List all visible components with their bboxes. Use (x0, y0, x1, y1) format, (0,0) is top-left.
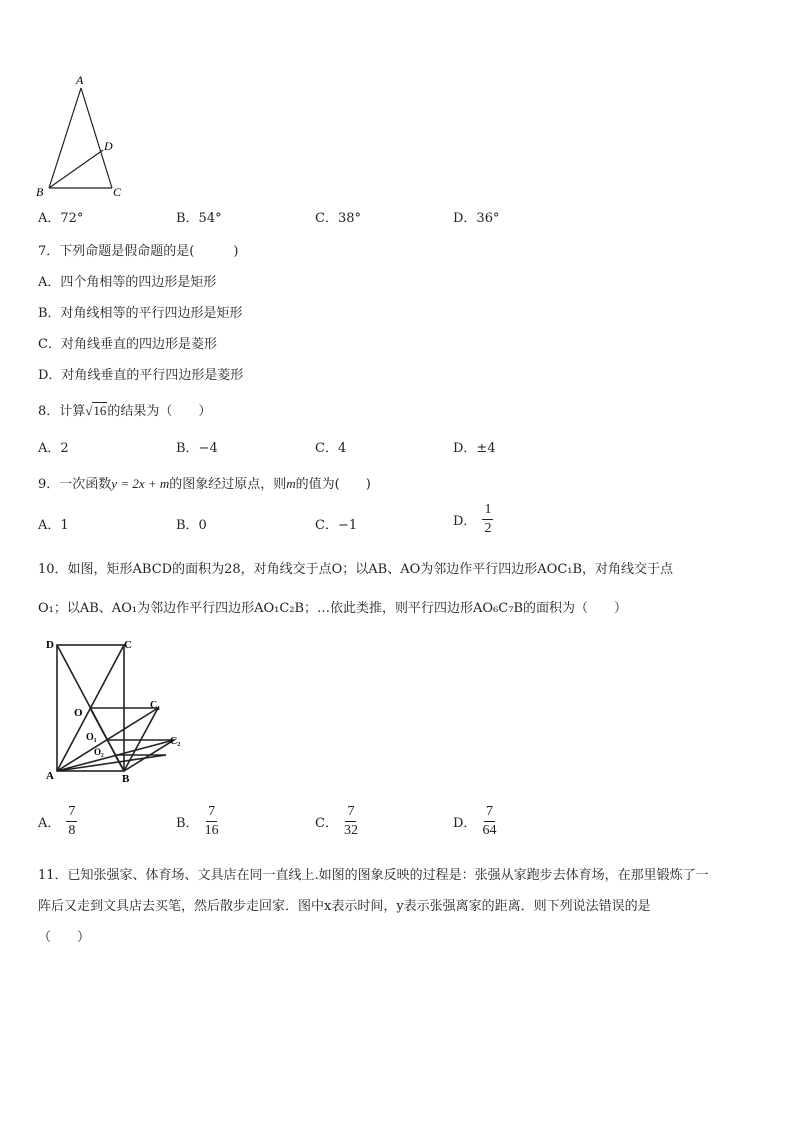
q9-middle: 的图象经过原点，则 (169, 477, 287, 492)
q10-option-d-label: D． (453, 816, 477, 832)
fraction (344, 805, 358, 838)
q9-option-a[interactable]: A．1 (38, 518, 69, 533)
q11-stem-line1: 11．已知张强家、体育场、文具店在同一直线上.如图的图象反映的过程是：张强从家跑步去体育场，在那里锻炼了一 (38, 868, 709, 883)
q8-radicand: 16 (93, 403, 107, 418)
vertex-label-c: C (113, 185, 122, 199)
q7-option-c[interactable]: C．对角线垂直的四边形是菱形 (38, 337, 217, 352)
fig10-label-b: B (122, 773, 130, 785)
numerator: 7 (345, 805, 356, 822)
fraction (66, 805, 77, 838)
q8-option-a[interactable]: A．2 (38, 441, 69, 456)
q9-option-b[interactable]: B．0 (176, 518, 207, 533)
q9-variable: m (286, 476, 296, 491)
numerator: 7 (484, 805, 495, 822)
q6-option-d[interactable]: D．36° (453, 211, 500, 226)
vertex-label-b: B (36, 185, 44, 199)
fig10-label-c1: C₁ (150, 700, 161, 711)
sqrt-expression: √16 (85, 403, 107, 418)
q10-option-a-label: A． (38, 816, 61, 832)
q9-suffix: 的值为( ) (295, 477, 371, 492)
denominator: 2 (484, 520, 492, 536)
q8-stem (38, 400, 211, 419)
q9-option-d-label: D． (453, 514, 477, 530)
q8-option-d[interactable]: D．±4 (453, 441, 496, 456)
q8-option-c[interactable]: C．4 (315, 441, 347, 456)
q7-option-b[interactable]: B．对角线相等的平行四边形是矩形 (38, 306, 243, 321)
q7-stem: 7．下列命题是假命题的是( ) (38, 244, 239, 259)
fig10-label-c: C (124, 639, 132, 651)
fig10-label-d: D (46, 639, 54, 651)
q8-suffix: 的结果为（ ） (107, 404, 212, 419)
fig10-label-o1: O₁ (86, 732, 97, 743)
fig10-label-o: O (74, 707, 83, 719)
q10-option-c[interactable] (315, 805, 358, 838)
q11-stem-line2: 阵后又走到文具店去买笔，然后散步走回家．图中x表示时间，y表示张强离家的距离．则下列说法错误的是 (38, 899, 651, 914)
q9-option-d[interactable] (453, 503, 493, 536)
q7-option-a[interactable]: A．四个角相等的四边形是矩形 (38, 275, 217, 290)
q9-formula: y = 2x + m (111, 476, 170, 491)
q11-stem-line3: （ ） (38, 930, 91, 945)
q8-option-b[interactable]: B．−4 (176, 441, 218, 456)
numerator: 7 (66, 805, 77, 822)
numerator: 7 (206, 805, 217, 822)
q10-option-d[interactable] (453, 805, 496, 838)
q9-stem (38, 473, 371, 492)
fig10-label-o2: O₂ (94, 747, 104, 757)
q10-option-b[interactable] (176, 805, 219, 838)
q7-option-d[interactable]: D．对角线垂直的平行四边形是菱形 (38, 368, 244, 383)
fraction (482, 503, 493, 536)
rectangle-parallelogram-figure (40, 636, 200, 786)
q10-stem-line1: 10．如图，矩形ABCD的面积为28，对角线交于点O；以AB、AO为邻边作平行四边形AOC₁B，对角线交于点 (38, 562, 674, 577)
fig10-label-a: A (46, 770, 54, 782)
q9-option-c[interactable]: C．−1 (315, 518, 358, 533)
triangle-figure (30, 70, 140, 202)
q10-option-a[interactable] (38, 805, 77, 838)
q10-stem-line2: O₁；以AB、AO₁为邻边作平行四边形AO₁C₂B；…依此类推，则平行四边形AO₆C₇B的面积为（ ） (38, 601, 628, 616)
denominator: 8 (68, 822, 76, 838)
q8-prefix: 8．计算 (38, 404, 86, 419)
numerator: 1 (482, 503, 493, 520)
q6-option-c[interactable]: C．38° (315, 211, 361, 226)
q10-option-c-label: C． (315, 816, 338, 832)
denominator: 16 (204, 822, 219, 838)
denominator: 64 (482, 822, 497, 838)
q9-prefix: 9．一次函数 (38, 477, 112, 492)
fraction (205, 805, 219, 838)
vertex-label-d: D (104, 139, 113, 153)
q6-option-a[interactable]: A．72° (38, 211, 84, 226)
vertex-label-a: A (76, 73, 84, 87)
q6-option-b[interactable]: B．54° (176, 211, 222, 226)
fraction (482, 805, 496, 838)
q10-option-b-label: B． (176, 816, 199, 832)
fig10-label-c2: C₂ (170, 736, 181, 747)
denominator: 32 (343, 822, 358, 838)
